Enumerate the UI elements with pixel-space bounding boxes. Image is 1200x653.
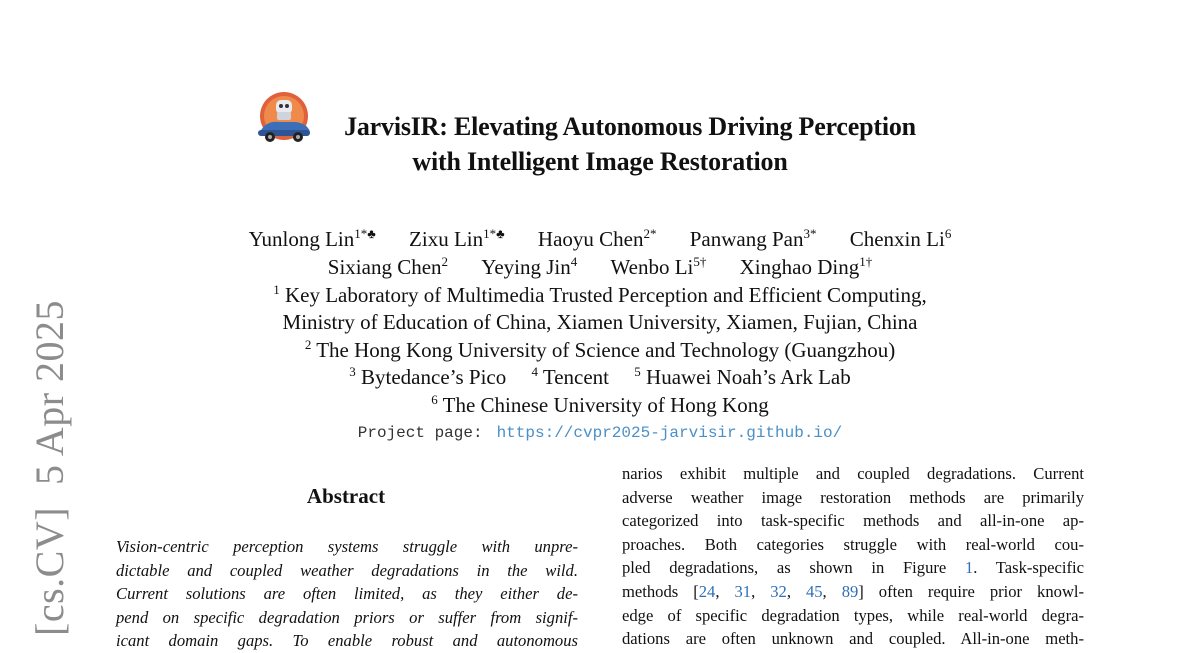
author: Zixu Lin$^{1*♣}$ [409,226,505,251]
intro-line: pled degradations, as shown in Figure 1. Task-specific [622,558,1084,578]
paper-title-line-2: with Intelligent Image Restoration [412,147,788,176]
affiliation-3: $^3$ Bytedance’s Pico [349,364,507,389]
figure-ref-link[interactable]: 1 [964,558,974,578]
intro-line: adverse weather image restoration methods are primarily [622,487,1084,507]
intro-text [622,462,1084,651]
arxiv-date: 5 Apr 2025 [27,299,72,485]
authors-line-1 [0,227,1200,252]
abstract-text [116,535,578,653]
paper-title-line-1: JarvisIR: Elevating Autonomous Driving Perception [344,112,916,141]
abstract-line: Current solutions are often limited, as they either de- [116,584,578,604]
intro-line: methods [24, 31, 32, 45, 89] often require prior knowl- [622,581,1085,601]
author: Sixiang Chen$^2$ [327,254,449,279]
intro-line: narios exhibit multiple and coupled degradations. Current [622,464,1084,483]
affiliation-5: $^5$ Huawei Noah’s Ark Lab [634,364,851,389]
intro-line: categorized into task-specific methods and all-in-one ap- [622,511,1084,531]
citation-link[interactable]: 89 [841,581,859,601]
intro-line: edge of specific degradation types, while real-world degra- [622,605,1084,625]
abstract-line: pend on specific degradation priors or suffer from signif- [116,607,578,627]
project-page [0,424,1200,442]
intro-line: proaches. Both categories struggle with real-world cou- [622,534,1084,554]
citation-link[interactable]: 24 [698,581,716,601]
author: Panwang Pan$^{3*}$ [689,226,817,251]
affiliation-4: $^4$ Tencent [531,364,610,389]
affiliation-1b: Ministry of Education of China, Xiamen University, Xiamen, Fujian, China [282,310,918,334]
abstract-heading: Abstract [306,484,386,508]
abstract-line: icant domain gaps. To enable robust and autonomous [116,631,578,651]
author: Wenbo $Li^{5\dagger}$ [610,254,707,279]
affiliation-2: $^2$ The Hong Kong University of Science and Technology (Guangzhou) [304,337,896,362]
affiliation-6: $^6$ The Chinese University of Hong Kong [431,392,769,417]
author: Yunlong Lin$^{1*♣}$ [248,226,376,251]
affiliation-row [0,365,1200,390]
authors-line-2 [0,255,1200,280]
project-label: Project page: [357,424,483,442]
abstract-line: dictable and coupled weather degradations in the wild. [116,560,578,580]
intro-line: dations are often unknown and coupled. All-in-one meth- [622,629,1084,649]
author: Chenxin Li$^6$ [849,226,952,251]
affiliation-1a: $^1$ Key Laboratory of Multimedia Trusted Perception and Efficient Computing, [273,282,927,307]
author: Xinghao Ding$^{1\dagger}$ [739,254,873,279]
citation-link[interactable]: 32 [770,581,787,601]
arxiv-category: [cs.CV] [27,506,72,636]
project-url-link[interactable]: https://cvpr2025-jarvisir.github.io/ [496,424,843,442]
citation-link[interactable]: 31 [734,581,752,601]
abstract-line: Vision-centric perception systems struggle with unpre- [116,537,578,556]
author: Haoyu Chen$^{2*}$ [537,226,657,251]
author: Yeying Jin$^4$ [481,254,578,279]
citation-link[interactable]: 45 [805,581,823,601]
